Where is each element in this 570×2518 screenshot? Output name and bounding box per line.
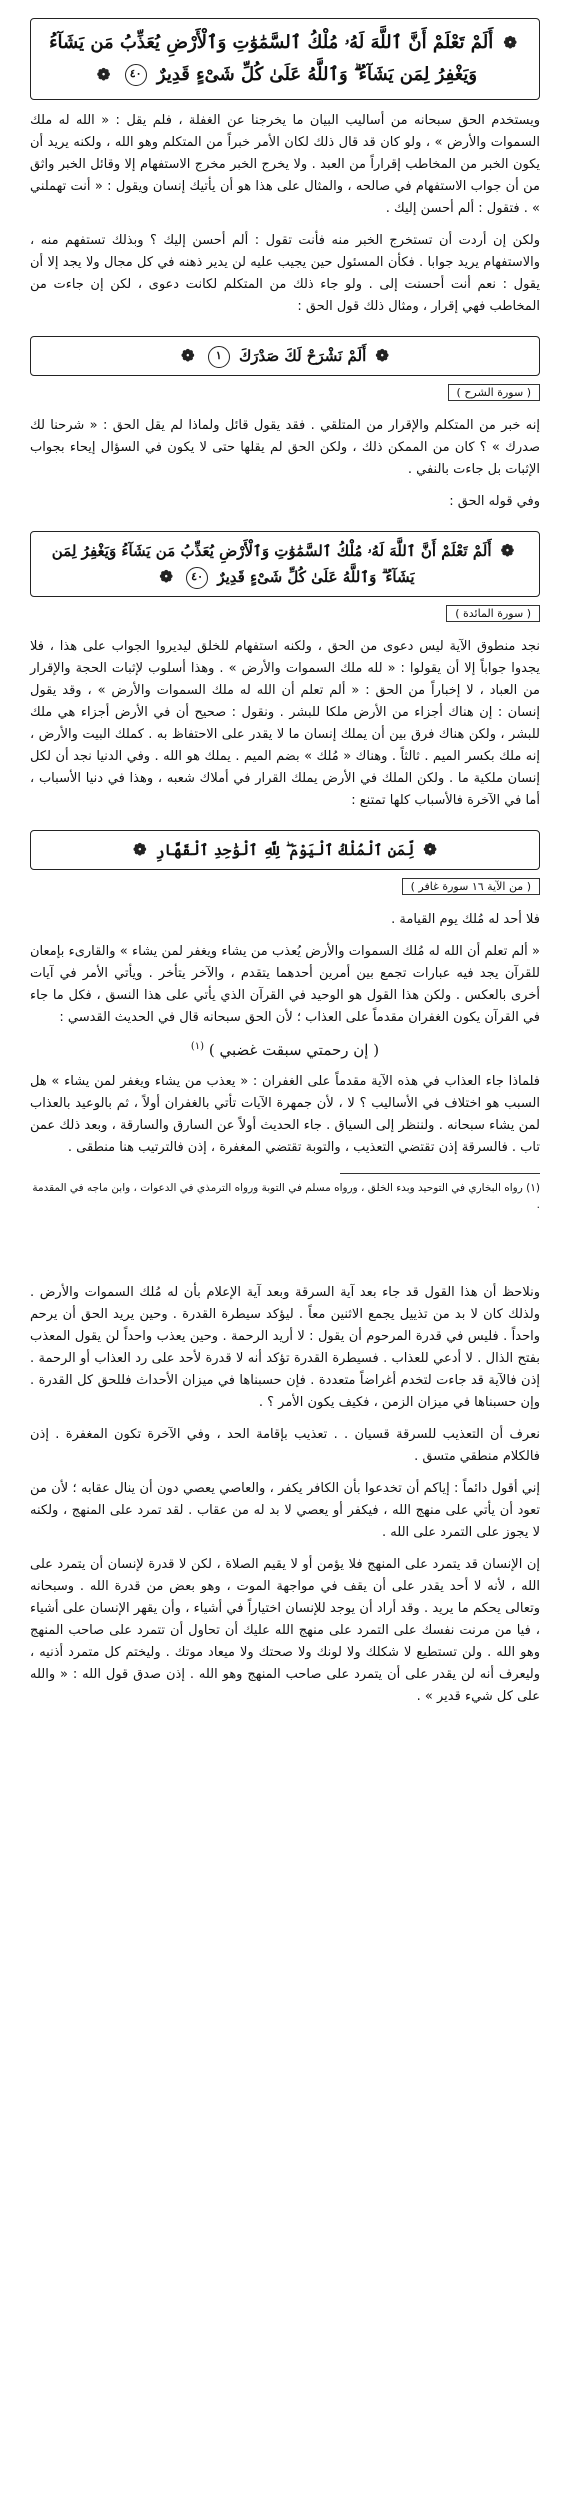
- verse-text: أَلَمْ تَعْلَمْ أَنَّ ٱللَّهَ لَهُۥ مُلْكُ ٱلسَّمَٰوَٰتِ وَٱلْأَرْضِ يُعَذِّبُ مَن يَشَآءُ وَيَغْفِرُ لِمَن يَشَآءُ ۗ وَٱللَّهُ عَلَىٰ كُلِّ شَىْءٍ قَدِيرٌ: [49, 32, 494, 85]
- paragraph: إني أقول دائماً : إياكم أن تخدعوا بأن الكافر يكفر ، والعاصي يعصي دون أن ينال عقابه ؛ لأن من تعود أن يأتي على منهج الله ، فيكفر أو يعصي لا بد له من عقاب . لقد تمرد على المنهج ، ولكنه لا يجوز على التمرد على الله .: [30, 1481, 540, 1540]
- paragraph: نجد منطوق الآية ليس دعوى من الحق ، ولكنه استفهام للخلق ليديروا الجواب على هذا ، فلا يجدوا جواباً إلا أن يقولوا : « لله ملك السموات والأرض » . وهذا أسلوب لإثبات الحجة والإقرار من العباد ، لا إخباراً من الحق : « ألم تعلم أن الله له ملك السموات والأرض » ، وقد يقول إنسان : إن هناك أجزاء من الأرض ملكا للبشر . ونقول : صحيح أن في الأرض أجزاء هي ملك للبشر ، ولكن هناك فرق بين أن يملك إنسان ما لا يقدر على الاحتفاظ به . كملك البيت والأرض ، إنه ملك بكسر الميم . ثالثاً . وهناك « مُلك » بضم الميم . يملك هو الله . وفي الدنيا نجد أن لكل إنسان ملكية ما . ولكن الملك في الأرض يملك القرار في أملاك شعبه ، وهذا في دنيا الأسباب ، أما في الآخرة فالأسباب كلها تمتنع :: [30, 639, 540, 808]
- ornament-icon: ❁: [500, 541, 515, 560]
- surah-label: ( من الآية ١٦ سورة غافر ): [402, 878, 540, 895]
- page: [0, 18, 570, 2518]
- paragraph: ولكن إن أردت أن تستخرج الخبر منه فأنت تقول : ألم أحسن إليك ؟ وبذلك تستفهم منه ، والاستفهام يريد جوابا . فكأن المسئول حين يجيب عليه لن يدير ذهنه في كل مجال ولا يجد إلا أن يقول : نعم أنت أحسنت إلى . ولو جاء ذلك من المتكلم لكانت دعوى ، لكن إن جاءت من المخاطب فهي إقرار ، ومثال ذلك قول الحق :: [30, 233, 540, 314]
- ayah-number: ٤٠: [125, 64, 147, 86]
- paragraph: فلماذا جاء العذاب في هذه الآية مقدماً على الغفران : « يعذب من يشاء ويغفر لمن يشاء » هل السبب هو اختلاف في الأساليب ؟ لا ، لأن جمهرة الآيات تأتي بالغفران أولاً ، ثم بالوعيد بالعذاب لمن يشاء سبحانه . ولننظر إلى السياق . جاء الحديث أولاً عن السارق والسارقة ، وبعد ذلك عمن تاب . فالسرقة إذن تقتضي التعذيب ، والتوبة تقتضي المغفرة ، إذن فالترتيب هنا منطقى .: [30, 1074, 540, 1155]
- paragraph: إن الإنسان قد يتمرد على المنهج فلا يؤمن أو لا يقيم الصلاة ، لكن لا قدرة لإنسان أن يتمرد على الله ، لأنه لا أحد يقدر على أن يقف في مواجهة الموت ، وهو بعض من قدرة الله . وسبحانه وتعالى يحكم ما يريد . وقد أراد أن يوجد للإنسان اختياراً في أشياء ، وأن يقهر الإنسان على أشياء ، فيا من مرنت نفسك على التمرد على منهج الله عليك أن تحاول أن تتمرد على صاحب المنهج وهو الله . ولن تستطيع لا شكلك ولا لونك ولا صحتك ولا ميعاد موتك . وليختم كل متمرد أذنيه ، وليعرف أنه لن يقدر على أن يتمرد على صاحب المنهج وهو الله . إذن صدق قول الله : « والله على كل شيء قدير » .: [30, 1557, 540, 1704]
- paragraph: نعرف أن التعذيب للسرقة قسيان . . تعذيب بإقامة الحد ، وفي الآخرة تكون المغفرة . إذن فالكلام منطقي متسق .: [30, 1427, 540, 1464]
- ayah-number: ١: [208, 346, 230, 368]
- quran-verse-box: [30, 830, 540, 870]
- verse-text: أَلَمْ نَشْرَحْ لَكَ صَدْرَكَ: [238, 347, 367, 365]
- quran-verse-box: [30, 18, 540, 100]
- ornament-icon: ❁: [159, 567, 173, 586]
- quran-verse-box: [30, 336, 540, 376]
- footnote: (١) رواه البخاري في التوحيد وبدء الخلق ، ورواه مسلم في التوبة ورواه الترمذي في الدعوات ، وابن ماجه في المقدمة .: [32, 1182, 540, 1211]
- ornament-icon: ❁: [423, 840, 437, 859]
- paragraph: فلا أحد له مُلك يوم القيامة .: [391, 912, 540, 927]
- ornament-icon: ❁: [503, 33, 517, 52]
- ornament-icon: ❁: [96, 65, 111, 84]
- ayah-number: ٤٠: [186, 567, 208, 589]
- hadith-quote: [30, 1041, 540, 1059]
- paragraph: ونلاحظ أن هذا القول قد جاء بعد آية السرقة وبعد آية الإعلام بأن له مُلك السموات والأرض . ولذلك كان لا بد من تذييل يجمع الاثنين معاً . ليؤكد سيطرة القدرة . وحين يريد الحق أن يرحم واحداً . فليس في قدرة المرحوم أن يقول : لا أريد الرحمة . وحين يعذب واحداً لن يقول المعذب بفتح الذال . لا أدعي للعذاب . فسيطرة القدرة تؤكد أنه لا قدرة لأحد على رد العذاب أو الرحمة . إذن فالآية قد جاءت لتخدم أغراضاً متعددة . فإن حسبناها في ميزان الأحداث فللحق كل القدرة . وإن حسبناها في ميزان الزمن ، فكيف يكون الأمر ؟ .: [30, 1285, 540, 1410]
- surah-label: ( سورة الشرح ): [448, 384, 540, 401]
- hadith-text: ( إن رحمتي سبقت غضبي ): [208, 1041, 380, 1059]
- paragraph: وفي قوله الحق :: [449, 494, 540, 509]
- ornament-icon: ❁: [375, 346, 389, 365]
- paragraph: « ألم تعلم أن الله له مُلك السموات والأرض يُعذب من يشاء ويغفر لمن يشاء » والقارىء بإمعان للقرآن يجد فيه عبارات تجمع بين أمرين أحدهما يتقدم ، والآخر يتأخر . ويأتي الأمر في آيات أخرى بالعكس . ولكن هذا القول هو الوحيد في القرآن الذي يأتي على هذا النسق ، فكل ما جاء في القرآن يكون الغفران مقدماً على العذاب ؛ لأن الحق سبحانه قال في الحديث القدسي :: [30, 944, 540, 1025]
- verse-text: لِّمَنِ ٱلْمُلْكُ ٱلْيَوْمَ ۖ لِلَّهِ ٱلْوَٰحِدِ ٱلْقَهَّارِ: [155, 841, 415, 859]
- ornament-icon: ❁: [181, 346, 195, 365]
- paragraph: إنه خبر من المتكلم والإقرار من المتلقي . فقد يقول قائل ولماذا لم يقل الحق : « شرحنا لك صدرك » ؟ كان من الممكن ذلك ، ولكن الحق لم يقلها حتى لا يكون في السؤال إيحاء بجواب الإثبات بل جاءت بالنفي .: [30, 418, 540, 477]
- ornament-icon: ❁: [133, 840, 147, 859]
- footnote-divider: [340, 1173, 540, 1174]
- verse-text: أَلَمْ تَعْلَمْ أَنَّ ٱللَّهَ لَهُۥ مُلْكُ ٱلسَّمَٰوَٰتِ وَٱلْأَرْضِ يُعَذِّبُ مَن يَشَآءُ وَيَغْفِرُ لِمَن يَشَآءُ ۗ وَٱللَّهُ عَلَىٰ كُلِّ شَىْءٍ قَدِيرٌ: [51, 542, 492, 586]
- paragraph: ويستخدم الحق سبحانه من أساليب البيان ما يخرجنا عن الغفلة ، فلم يقل : « الله له ملك السموات والأرض » ، ولو كان قد قال ذلك لكان الأمر خبراً من المتكلم وهو الله ، ولكنه يريد أن يكون الخبر من المخاطب إقراراً من العبد . ولا يخرج الخبر مخرج الاستفهام إلا وقائل الخبر واثق من أن جواب الاستفهام في صالحه ، والمثال على هذا هو أن يأتيك إنسان ويقول : « أنت تهملني » . فتقول : ألم أحسن إليك .: [30, 113, 540, 216]
- page-break: [30, 1226, 540, 1272]
- footnote-ref: (١): [190, 1041, 205, 1052]
- surah-label: ( سورة المائدة ): [446, 605, 540, 622]
- quran-verse-box: [30, 531, 540, 597]
